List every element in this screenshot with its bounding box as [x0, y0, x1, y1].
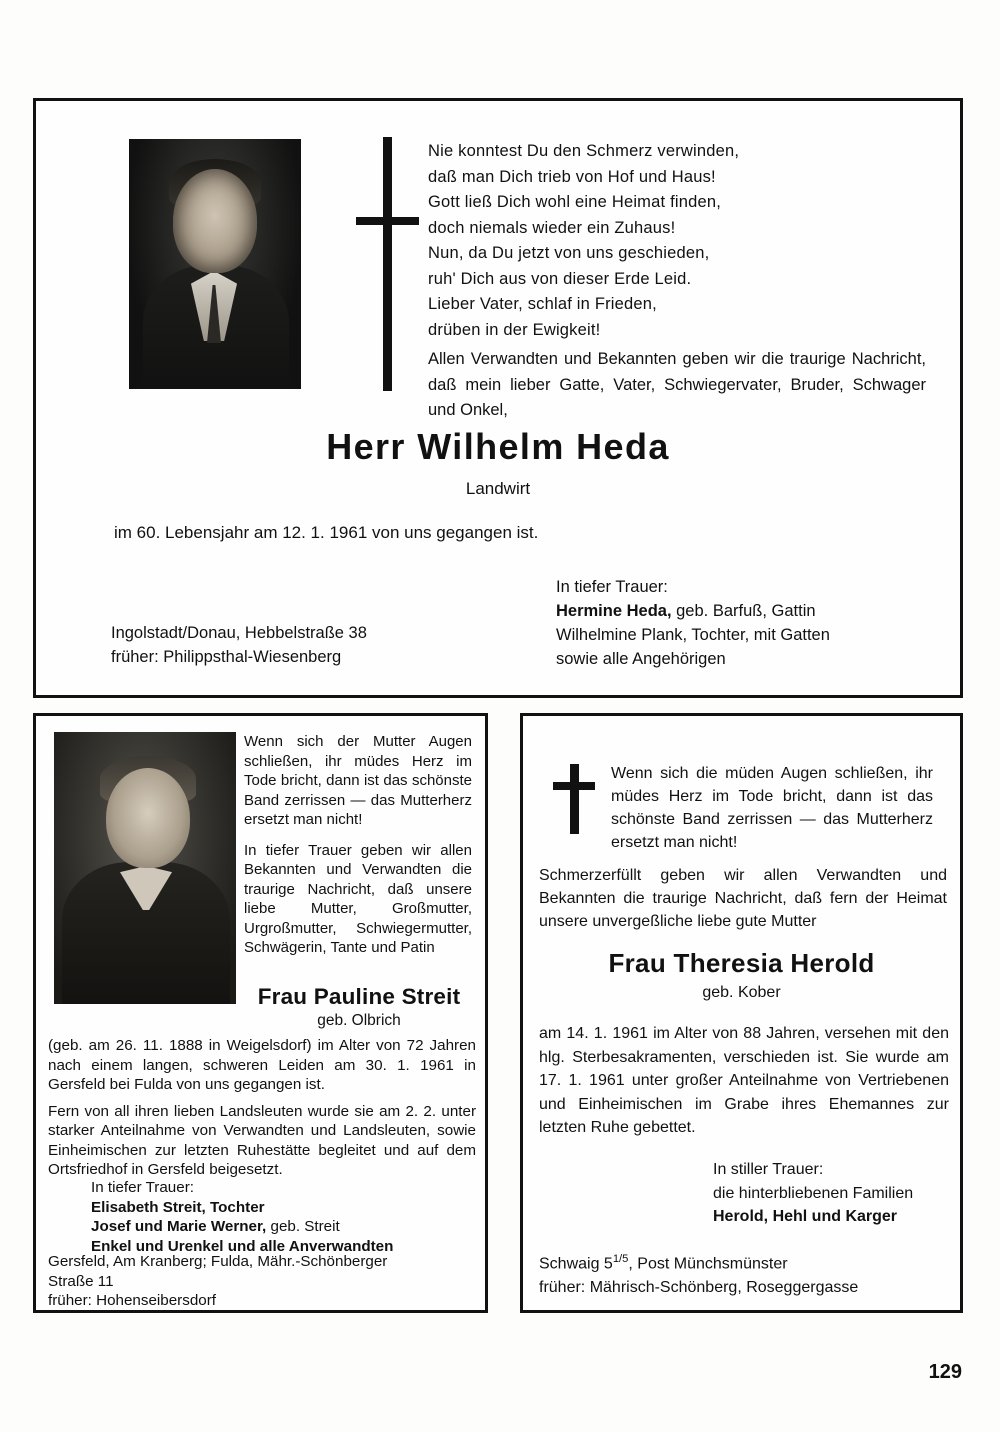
mourner-1-name: Hermine Heda,	[556, 602, 672, 620]
body-paragraph-2: Fern von all ihren lieben Landsleuten wurde sie am 2. 2. unter starker Anteilnahme von Verwandten und Landsleuten, sowie Einheimischen zur letzten Ruhestätte begleitet und auf dem Ortsfriedhof in Gersfeld beigesetzt.	[48, 1102, 476, 1178]
poem-line: Nun, da Du jetzt von uns geschieden,	[428, 244, 710, 262]
address-line-2: früher: Philippsthal-Wiesenberg	[111, 648, 342, 666]
mourner-2-rest: geb. Streit	[266, 1218, 340, 1235]
mourner-3: Enkel und Urenkel und alle Anverwandten	[91, 1237, 394, 1255]
poem-line: daß man Dich trieb von Hof und Haus!	[428, 167, 716, 186]
obituary-notice-herold	[520, 713, 963, 1313]
mourner-2: Herold, Hehl und Karger	[713, 1208, 898, 1225]
mourner-2-name: Josef und Marie Werner,	[91, 1218, 267, 1235]
poem-text	[428, 139, 908, 343]
page-number: 129	[928, 1361, 962, 1383]
address-line-1-post: , Post Münchsmünster	[628, 1255, 788, 1273]
deceased-name: Frau Pauline Streit	[257, 984, 461, 1009]
obituary-notice-streit	[33, 713, 488, 1313]
mourners-heading: In tiefer Trauer:	[556, 578, 668, 596]
poem-and-announcement	[244, 732, 472, 969]
address-line-1	[539, 1248, 949, 1276]
poem-line: Gott ließ Dich wohl eine Heimat finden,	[428, 193, 722, 211]
announcement-text: In tiefer Trauer geben wir allen Bekannten und Verwandten die traurige Nachricht, daß unsere liebe Mutter, Großmutter, Urgroßmutter, Schwiegermutter, Schwägerin, Tante und Patin	[244, 841, 472, 956]
mourners-block	[713, 1158, 963, 1229]
deceased-maiden-name: geb. Olbrich	[317, 1012, 401, 1029]
address-line-3: früher: Hohenseibersdorf	[48, 1292, 216, 1309]
deceased-name: Herr Wilhelm Heda	[326, 426, 670, 467]
announcement-text: Allen Verwandten und Bekannten geben wir die traurige Nachricht, daß mein lieber Gatte, Vater, Schwiegervater, Bruder, Schwager und Onkel,	[428, 350, 926, 419]
address-block	[48, 1252, 478, 1311]
mourner-3: sowie alle Angehörigen	[556, 650, 726, 668]
deceased-maiden-name: geb. Kober	[702, 984, 781, 1001]
announcement-text: Schmerzerfüllt geben wir allen Verwandten und Bekannten die traurige Nachricht, daß fern der Heimat unsere unvergeßliche liebe gute Mutter	[539, 867, 947, 930]
mourner-1: Elisabeth Streit, Tochter	[91, 1198, 265, 1216]
mourner-2	[91, 1217, 481, 1237]
deceased-name: Frau Theresia Herold	[608, 948, 875, 978]
address-line-2: Straße 11	[48, 1272, 114, 1290]
deceased-role: Landwirt	[465, 479, 531, 498]
mourners-heading: In tiefer Trauer:	[91, 1179, 194, 1196]
poem-text: Wenn sich die müden Augen schließen, ihr müdes Herz im Tode bricht, dann ist das schönste Band zerrissen — das Mutterherz ersetzt man nicht!	[611, 765, 933, 851]
cross-icon	[553, 764, 595, 834]
mourner-2: Wilhelmine Plank, Tochter, mit Gatten	[556, 626, 830, 644]
address-block	[111, 621, 367, 669]
mourners-heading: In stiller Trauer:	[713, 1161, 824, 1178]
poem-line: doch niemals wieder ein Zuhaus!	[428, 218, 676, 237]
address-line-1-fraction: 1/5	[612, 1253, 629, 1265]
poem-line: ruh' Dich aus von dieser Erde Leid.	[428, 269, 692, 288]
poem-line: Nie konntest Du den Schmerz verwinden,	[428, 142, 740, 160]
mourner-1	[556, 599, 830, 623]
address-line-2: früher: Mährisch-Schönberg, Roseggergasse	[539, 1278, 859, 1296]
death-line: im 60. Lebensjahr am 12. 1. 1961 von uns gegangen ist.	[114, 523, 539, 542]
poem-text: Wenn sich der Mutter Augen schließen, ihr müdes Herz im Tode bricht, dann ist das schönste Band zerrissen — das Mutterherz ersetzt man nicht!	[244, 733, 472, 828]
poem-line: Lieber Vater, schlaf in Frieden,	[428, 295, 657, 313]
mourner-1-rest: geb. Barfuß, Gattin	[671, 602, 816, 620]
cross-icon	[356, 137, 416, 391]
mourner-1: die hinterbliebenen Familien	[713, 1184, 914, 1202]
body-text	[48, 1036, 476, 1187]
address-block	[539, 1248, 949, 1299]
address-line-1: Gersfeld, Am Kranberg; Fulda, Mähr.-Schönberger	[48, 1253, 388, 1270]
address-line-1: Ingolstadt/Donau, Hebbelstraße 38	[111, 624, 367, 642]
portrait-photo-heda	[129, 139, 301, 389]
mourners-block	[91, 1178, 481, 1256]
address-line-1-pre: Schwaig 5	[539, 1255, 613, 1273]
body-paragraph-1: (geb. am 26. 11. 1888 in Weigelsdorf) im Alter von 72 Jahren nach einem langen, schweren Leiden am 30. 1. 1961 in Gersfeld bei Fulda von uns gegangen ist.	[48, 1037, 476, 1093]
mourners-block	[556, 575, 830, 671]
obituary-notice-heda	[33, 98, 963, 698]
portrait-photo-streit	[54, 732, 236, 1004]
poem-line: drüben in der Ewigkeit!	[428, 320, 601, 339]
body-text: am 14. 1. 1961 im Alter von 88 Jahren, versehen mit den hlg. Sterbesakramenten, verschieden ist. Sie wurde am 17. 1. 1961 unter großer Anteilnahme von Vertriebenen und Einheimischen im Grabe ihres Ehemannes zur letzten Ruhe gebettet.	[539, 1025, 949, 1136]
